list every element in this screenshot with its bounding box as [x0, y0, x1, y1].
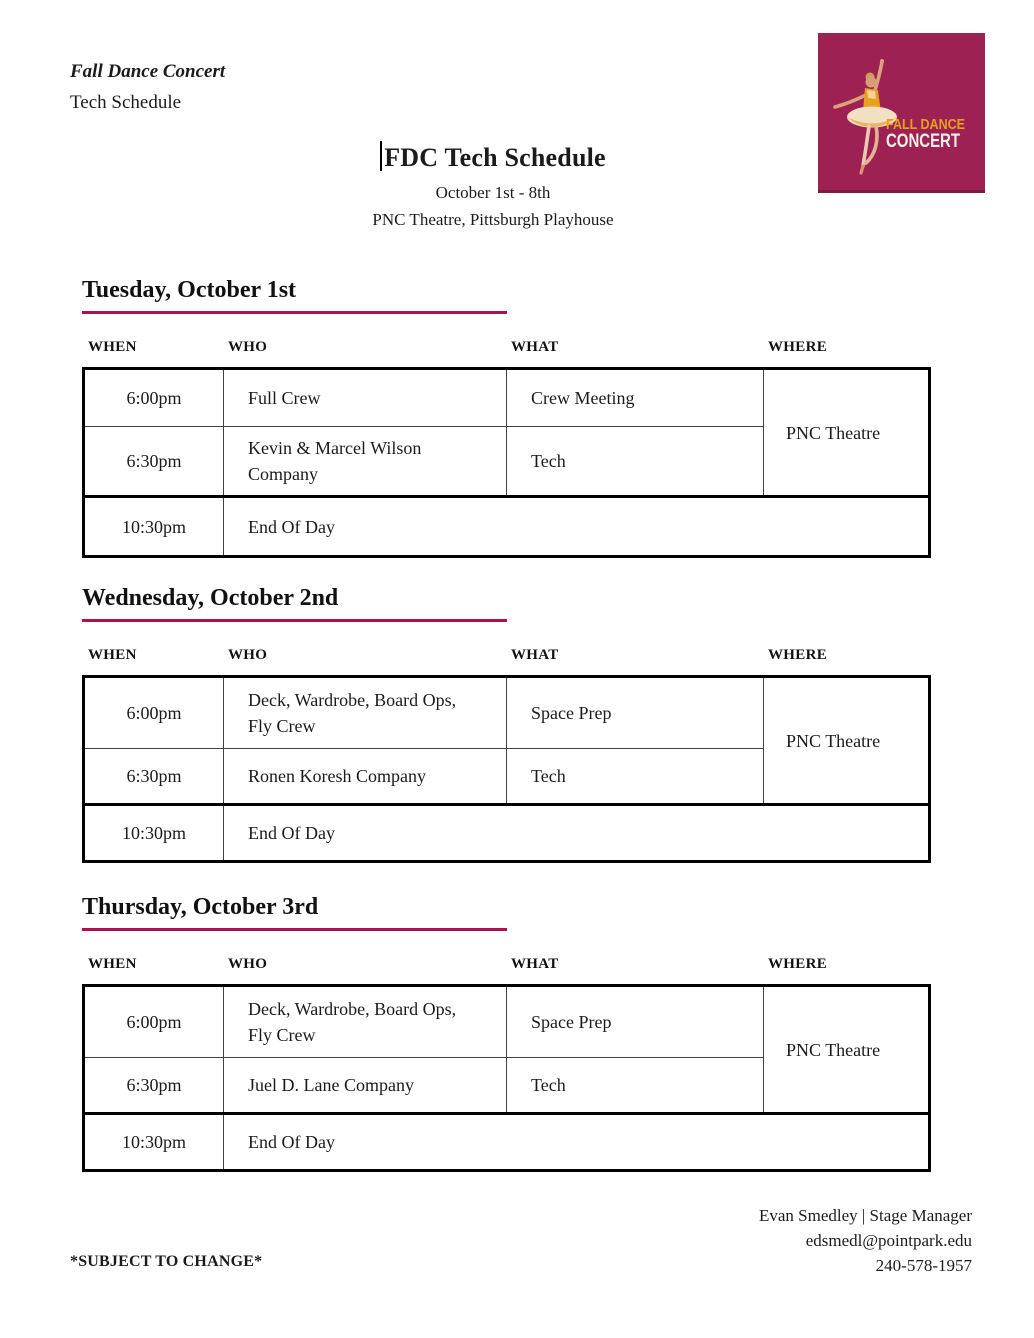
- table-row: [84, 986, 930, 1058]
- cell-what: Space Prep: [507, 986, 764, 1058]
- schedule-table: [82, 367, 931, 558]
- cell-when: 10:30pm: [84, 805, 224, 862]
- cell-when: 6:00pm: [84, 677, 224, 749]
- column-header-who: WHO: [228, 956, 268, 972]
- cell-what: Crew Meeting: [507, 369, 764, 427]
- cell-who: Juel D. Lane Company: [224, 1058, 507, 1114]
- subtitle-venue: PNC Theatre, Pittsburgh Playhouse: [372, 210, 614, 229]
- subtitle-date: October 1st - 8th: [435, 183, 551, 202]
- footer-contact-block: [759, 1203, 972, 1278]
- section-heading: Thursday, October 3rd: [82, 894, 507, 931]
- column-header-what: WHAT: [511, 956, 559, 972]
- cell-who: Kevin & Marcel Wilson Company: [224, 427, 507, 497]
- cell-when: 6:00pm: [84, 369, 224, 427]
- column-header-where: WHERE: [768, 956, 828, 972]
- column-header-when: WHEN: [88, 956, 137, 972]
- contact-phone: 240-578-1957: [875, 1256, 972, 1275]
- section-heading: Tuesday, October 1st: [82, 277, 507, 314]
- section-heading: Wednesday, October 2nd: [82, 585, 507, 622]
- doc-header-title: Fall Dance Concert: [70, 61, 226, 82]
- cell-end-of-day: End Of Day: [224, 805, 930, 862]
- cell-when: 10:30pm: [84, 497, 224, 557]
- subject-to-change-note: *SUBJECT TO CHANGE*: [70, 1253, 263, 1270]
- schedule-table: [82, 675, 931, 863]
- cell-where: PNC Theatre: [764, 369, 930, 497]
- column-header-what: WHAT: [511, 339, 559, 355]
- column-header-row: [82, 647, 928, 664]
- text-cursor-caret: [380, 141, 382, 171]
- cell-who: Deck, Wardrobe, Board Ops, Fly Crew: [224, 677, 507, 749]
- end-of-day-row: [84, 805, 930, 862]
- cell-who: Ronen Koresh Company: [224, 749, 507, 805]
- section-thursday: [82, 894, 928, 1172]
- end-of-day-row: [84, 1114, 930, 1171]
- column-header-row: [82, 956, 928, 973]
- cell-when: 6:30pm: [84, 1058, 224, 1114]
- title-block: [0, 141, 986, 233]
- section-tuesday: [82, 277, 928, 558]
- column-header-where: WHERE: [768, 339, 828, 355]
- end-of-day-row: [84, 497, 930, 557]
- column-header-when: WHEN: [88, 647, 137, 663]
- doc-header-left: [70, 56, 225, 118]
- column-header-who: WHO: [228, 647, 268, 663]
- logo-text-concert: CONCERT: [886, 130, 961, 152]
- page-title-text: FDC Tech Schedule: [384, 143, 606, 172]
- cell-what: Tech: [507, 427, 764, 497]
- cell-where: PNC Theatre: [764, 986, 930, 1114]
- contact-email: edsmedl@pointpark.edu: [805, 1231, 972, 1250]
- cell-what: Space Prep: [507, 677, 764, 749]
- cell-who: Deck, Wardrobe, Board Ops, Fly Crew: [224, 986, 507, 1058]
- cell-end-of-day: End Of Day: [224, 1114, 930, 1171]
- cell-when: 6:30pm: [84, 427, 224, 497]
- column-header-row: [82, 339, 928, 356]
- logo-text-fall-dance: FALL DANCE: [886, 117, 966, 133]
- cell-when: 10:30pm: [84, 1114, 224, 1171]
- column-header-what: WHAT: [511, 647, 559, 663]
- cell-when: 6:30pm: [84, 749, 224, 805]
- section-wednesday: [82, 585, 928, 863]
- schedule-table: [82, 984, 931, 1172]
- table-row: [84, 677, 930, 749]
- column-header-who: WHO: [228, 339, 268, 355]
- cell-who: Full Crew: [224, 369, 507, 427]
- cell-what: Tech: [507, 1058, 764, 1114]
- cell-what: Tech: [507, 749, 764, 805]
- doc-header-subtitle: Tech Schedule: [70, 92, 182, 113]
- cell-when: 6:00pm: [84, 986, 224, 1058]
- table-row: [84, 369, 930, 427]
- cell-where: PNC Theatre: [764, 677, 930, 805]
- contact-name: Evan Smedley | Stage Manager: [758, 1206, 972, 1225]
- cell-end-of-day: End Of Day: [224, 497, 930, 557]
- column-header-where: WHERE: [768, 647, 828, 663]
- page-title: [0, 141, 986, 173]
- column-header-when: WHEN: [88, 339, 137, 355]
